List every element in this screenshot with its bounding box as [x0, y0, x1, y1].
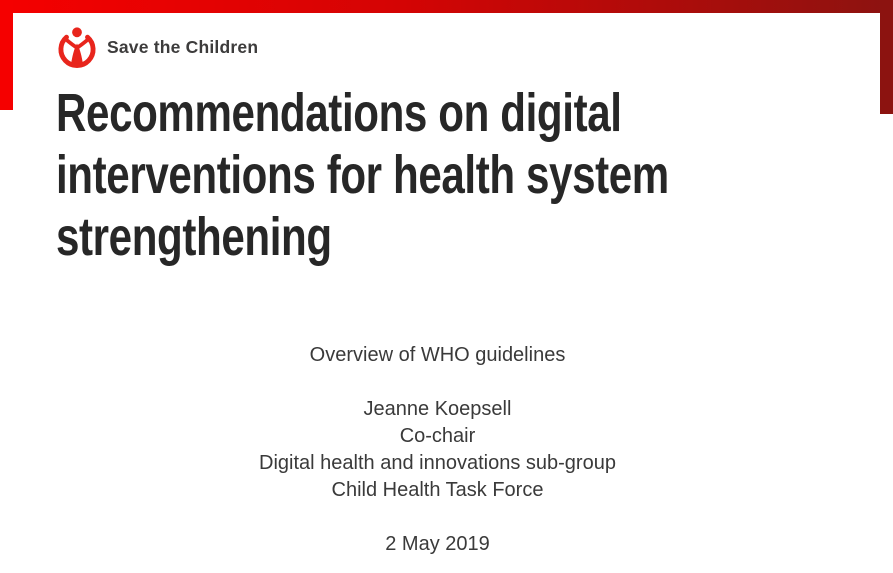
logo-wordmark: Save the Children — [107, 36, 259, 57]
title-line-2: interventions for health system — [56, 145, 669, 205]
slide-date: 2 May 2019 — [385, 533, 490, 555]
spacer — [0, 369, 875, 396]
top-accent-bar — [0, 0, 893, 13]
right-accent-strip — [880, 0, 893, 114]
left-accent-strip — [0, 0, 13, 110]
subgroup-name: Digital health and innovations sub-group — [259, 452, 616, 474]
title-line-3: strengthening — [56, 207, 332, 267]
spacer — [0, 504, 875, 531]
save-the-children-mark-icon — [56, 26, 98, 68]
title-line-1: Recommendations on digital — [56, 83, 622, 143]
slide-title — [56, 82, 669, 268]
overview-line: Overview of WHO guidelines — [309, 344, 566, 366]
subtitle-block — [0, 342, 875, 558]
presenter-role: Co-chair — [399, 425, 476, 447]
taskforce-name: Child Health Task Force — [331, 479, 544, 501]
save-the-children-logo — [56, 26, 258, 68]
presenter-name: Jeanne Koepsell — [363, 398, 512, 420]
